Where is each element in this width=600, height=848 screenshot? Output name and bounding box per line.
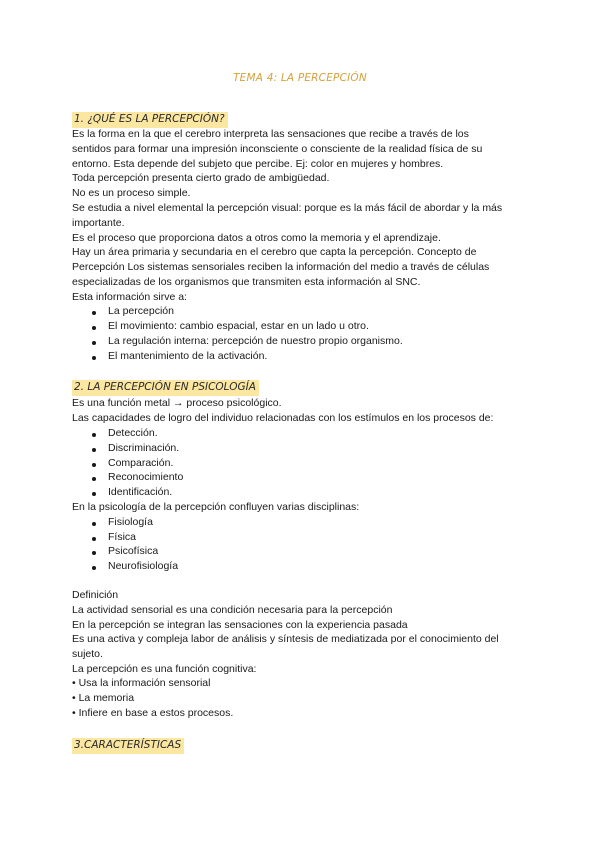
paragraph-line: En la psicología de la percepción confluyen varias disciplinas: xyxy=(72,501,360,513)
paragraph-line: Toda percepción presenta cierto grado de ambigüedad. xyxy=(72,172,330,184)
section-1-heading: 1. ¿QUÉ ES LA PERCEPCIÓN? xyxy=(72,112,228,128)
bullet-dot xyxy=(92,448,96,452)
paragraph-line: • Infiere en base a estos procesos. xyxy=(72,707,234,719)
list-item: Fisiología xyxy=(108,516,153,528)
paragraph-line: Se estudia a nivel elemental la percepción visual: porque es la más fácil de abordar y la más xyxy=(72,202,503,214)
definition-heading: Definición xyxy=(72,589,119,601)
paragraph-line: Esta información sirve a: xyxy=(72,291,187,303)
list-item: Comparación. xyxy=(108,457,174,469)
paragraph-line: • La memoria xyxy=(72,692,135,704)
paragraph-line: sentidos para formar una impresión inconsciente o consciente de la realidad física de su xyxy=(72,143,483,155)
paragraph-line: • Usa la información sensorial xyxy=(72,677,211,689)
paragraph-line: Hay un área primaria y secundaria en el cerebro que capta la percepción. Concepto de xyxy=(72,246,477,258)
list-item: Física xyxy=(108,531,137,543)
paragraph-line: Es una función metal → proceso psicológico. xyxy=(72,397,282,409)
paragraph-line: entorno. Esta depende del subjeto que percibe. Ej: color en mujeres y hombres. xyxy=(72,158,444,170)
bullet-dot xyxy=(92,551,96,555)
list-item: El mantenimiento de la activación. xyxy=(108,350,268,362)
list-item: El movimiento: cambio espacial, estar en un lado u otro. xyxy=(108,320,369,332)
paragraph-line: Percepción Los sistemas sensoriales reciben la información del medio a través de células xyxy=(72,261,490,273)
paragraph-line: Es la forma en la que el cerebro interpreta las sensaciones que recibe a través de los xyxy=(72,128,469,140)
bullet-dot xyxy=(92,463,96,467)
bullet-dot xyxy=(92,477,96,481)
list-item: Reconocimiento xyxy=(108,471,184,483)
bullet-dot xyxy=(92,537,96,541)
paragraph-line: En la percepción se integran las sensaciones con la experiencia pasada xyxy=(72,619,408,631)
list-item: Discriminación. xyxy=(108,442,180,454)
bullet-dot xyxy=(92,433,96,437)
paragraph-line: Es una activa y compleja labor de análisis y síntesis de mediatizada por el conocimiento del xyxy=(72,633,499,645)
paragraph-line: La actividad sensorial es una condición necesaria para la percepción xyxy=(72,604,393,616)
section-3-heading: 3.CARACTERÍSTICAS xyxy=(72,738,184,754)
list-item: La regulación interna: percepción de nuestro propio organismo. xyxy=(108,335,403,347)
paragraph-line: especializadas de los organismos que transmiten esta información al SNC. xyxy=(72,276,421,288)
bullet-dot xyxy=(92,326,96,330)
bullet-dot xyxy=(92,492,96,496)
section-2-heading: 2. LA PERCEPCIÓN EN PSICOLOGÍA xyxy=(72,380,259,396)
paragraph-line: La percepción es una función cognitiva: xyxy=(72,663,257,675)
bullet-dot xyxy=(92,356,96,360)
bullet-dot xyxy=(92,311,96,315)
paragraph-line: importante. xyxy=(72,217,125,229)
document-title: TEMA 4: LA PERCEPCIÓN xyxy=(233,72,367,84)
list-item: Psicofísica xyxy=(108,545,159,557)
list-item: Neurofisiología xyxy=(108,560,179,572)
list-item: Identificación. xyxy=(108,486,173,498)
list-item: La percepción xyxy=(108,305,174,317)
list-item: Detección. xyxy=(108,427,158,439)
paragraph-line: Es el proceso que proporciona datos a otros como la memoria y el aprendizaje. xyxy=(72,232,441,244)
bullet-dot xyxy=(92,522,96,526)
bullet-dot xyxy=(92,341,96,345)
paragraph-line: sujeto. xyxy=(72,648,103,660)
paragraph-line: No es un proceso simple. xyxy=(72,187,191,199)
paragraph-line: Las capacidades de logro del individuo relacionadas con los estímulos en los procesos de: xyxy=(72,412,494,424)
bullet-dot xyxy=(92,566,96,570)
